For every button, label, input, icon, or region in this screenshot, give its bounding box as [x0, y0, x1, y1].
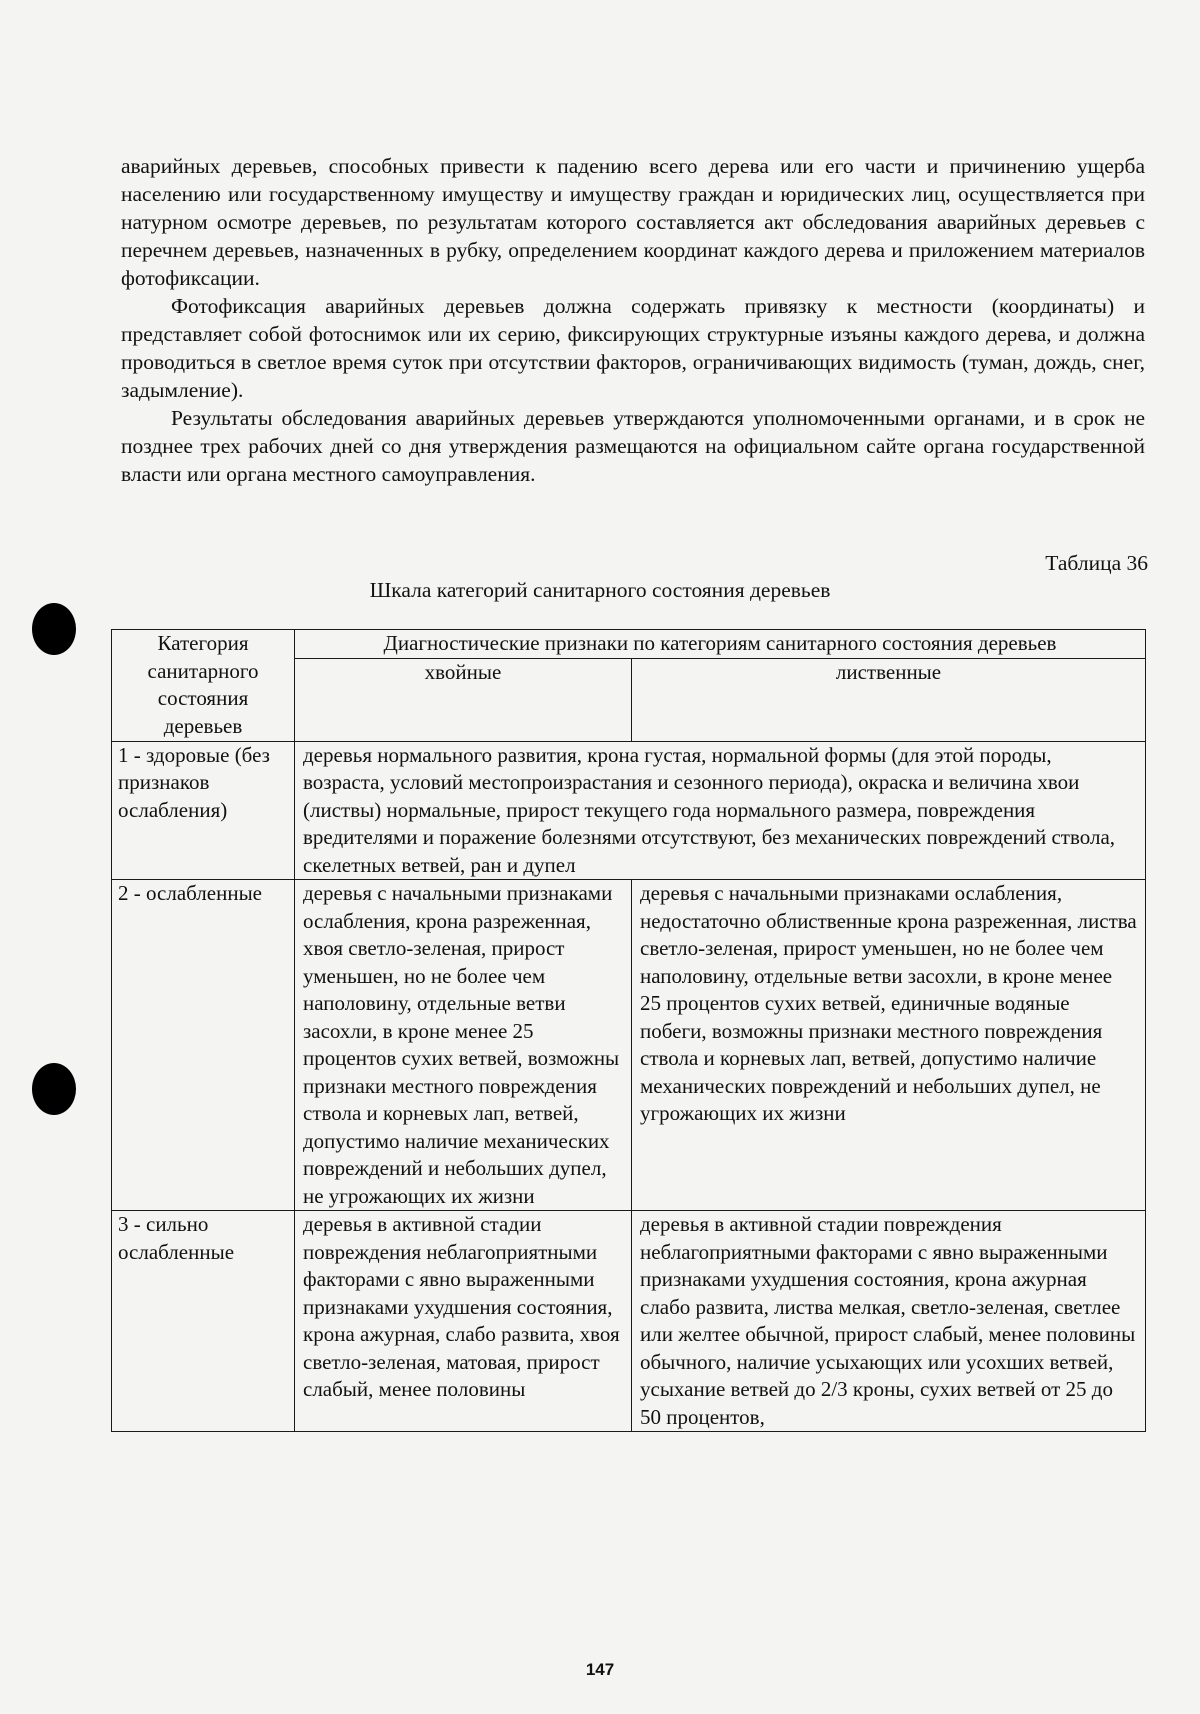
body-text: [121, 152, 1145, 488]
table-title: Шкала категорий санитарного состояния деревьев: [369, 578, 831, 602]
punch-hole: [32, 1063, 76, 1115]
table-row: [112, 880, 1146, 1211]
header-category: Категория санитарного состояния деревьев: [112, 630, 295, 742]
header-deciduous: лиственные: [632, 658, 1146, 741]
header-diagnostics: Диагностические признаки по категориям санитарного состояния деревьев: [295, 630, 1146, 659]
table-row: [112, 1211, 1146, 1432]
table-header-row: [112, 630, 1146, 659]
deciduous-cell: деревья с начальными признаками ослабления, недостаточно облиственные крона разреженная, листва светло-зеленая, прирост уменьшен, но не более чем наполовину, отдельные ветви засохли, в кроне менее 25 процентов сухих ветвей, единичные водяные побеги, возможны признаки местного повреждения ствола и корневых лап, ветвей, допустимо наличие механических повреждений и небольших дупел, не угрожающих их жизни: [632, 880, 1146, 1211]
header-conifer: хвойные: [295, 658, 632, 741]
page-number: 147: [585, 1660, 615, 1679]
table-number: Таблица 36: [1045, 551, 1148, 575]
table-row: [112, 741, 1146, 880]
conifer-cell: деревья в активной стадии повреждения неблагоприятными факторами с явно выраженными признаками ухудшения состояния, крона ажурная, слабо развита, хвоя светло-зеленая, матовая, прирост слабый, менее половины: [295, 1211, 632, 1432]
paragraph: аварийных деревьев, способных привести к падению всего дерева или его части и причинению ущерба населению или государственному имуществу и имуществу граждан и юридических лиц, осуществляется при натурном осмотре деревьев, по результатам которого составляется акт обследования аварийных деревьев с перечнем деревьев, назначенных в рубку, определением координат каждого дерева и приложением материалов фотофиксации.: [121, 154, 1145, 290]
deciduous-cell: деревья в активной стадии повреждения неблагоприятными факторами с явно выраженными признаками ухудшения состояния, крона ажурная слабо развита, листва мелкая, светло-зеленая, светлее или желтее обычной, прирост слабый, менее половины обычного, наличие усыхающих или усохших ветвей, усыхание ветвей до 2/3 кроны, сухих ветвей от 25 до 50 процентов,: [632, 1211, 1146, 1432]
category-cell: 2 - ослабленные: [112, 880, 295, 1211]
category-cell: 1 - здоровые (без признаков ослабления): [112, 741, 295, 880]
merged-diagnostics-cell: деревья нормального развития, крона густая, нормальной формы (для этой породы, возраста, условий местопроизрастания и сезонного периода), окраска и величина хвои (листвы) нормальные, прирост текущего года нормального размера, повреждения вредителями и поражение болезнями отсутствуют, без механических повреждений ствола, скелетных ветвей, ран и дупел: [295, 741, 1146, 880]
conifer-cell: деревья с начальными признаками ослабления, крона разреженная, хвоя светло-зеленая, прирост уменьшен, но не более чем наполовину, отдельные ветви засохли, в кроне менее 25 процентов сухих ветвей, возможны признаки местного повреждения ствола и корневых лап, ветвей, допустимо наличие механических повреждений и небольших дупел, не угрожающих их жизни: [295, 880, 632, 1211]
sanitary-scale-table: [111, 629, 1146, 1432]
category-cell: 3 - сильно ослабленные: [112, 1211, 295, 1432]
paragraph: Результаты обследования аварийных деревьев утверждаются уполномоченными органами, и в срок не позднее трех рабочих дней со дня утверждения размещаются на официальном сайте органа государственной власти или органа местного самоуправления.: [121, 406, 1145, 486]
punch-hole: [32, 603, 76, 655]
paragraph: Фотофиксация аварийных деревьев должна содержать привязку к местности (координаты) и представляет собой фотоснимок или их серию, фиксирующих структурные изъяны каждого дерева, и должна проводиться в светлое время суток при отсутствии факторов, ограничивающих видимость (туман, дождь, снег, задымление).: [121, 294, 1145, 402]
